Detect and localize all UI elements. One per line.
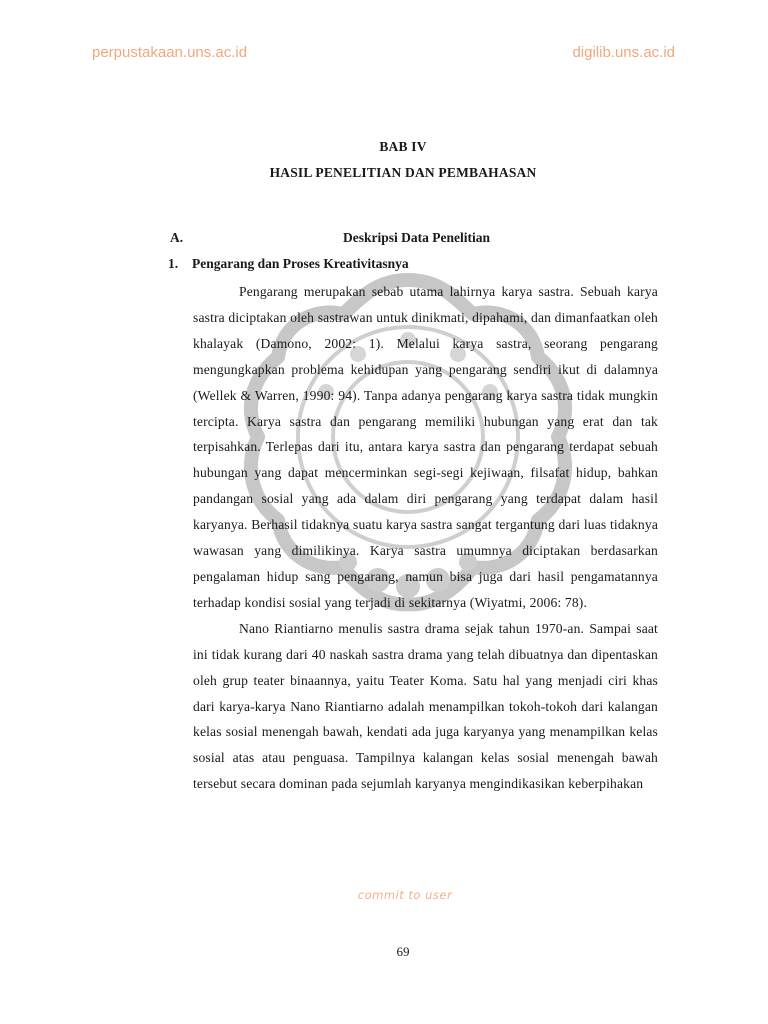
- body-text: [193, 279, 658, 797]
- paragraph: Pengarang merupakan sebab utama lahirnya karya sastra. Sebuah karya sastra diciptakan oleh sastrawan untuk dinikmati, dipahami, dan dimanfaatkan oleh khalayak (Damono, 2002: 1). Melalui karya sastra, seorang pengarang mengungkapkan problema kehidupan yang pengarang sendiri ikut di dalamnya (Wellek & Warren, 1990: 94). Tanpa adanya pengarang karya sastra tidak mungkin tercipta. Karya sastra dan pengarang memiliki hubungan yang erat dan tak terpisahkan. Terlepas dari itu, antara karya sastra dan pengarang terdapat sebuah hubungan yang dapat mencerminkan segi-segi kejiwaan, filsafat hidup, bahkan pandangan sosial yang ada dalam diri pengarang yang terdapat dalam hasil karyanya. Berhasil tidaknya suatu karya sastra sangat tergantung dari luas tidaknya wawasan yang dimilikinya. Karya sastra umumnya diciptakan berdasarkan pengalaman hidup sang pengarang, namun bisa juga dari hasil pengamatannya terhadap kondisi sosial yang terjadi di sekitarnya (Wiyatmi, 2006: 78).: [193, 284, 658, 610]
- header-right-site: digilib.uns.ac.id: [572, 44, 675, 61]
- section-a-title: Deskripsi Data Penelitian: [343, 230, 490, 245]
- section-a-marker: A.: [170, 230, 184, 245]
- subsection-heading: [168, 256, 409, 272]
- chapter-heading: BAB IV: [379, 139, 427, 154]
- page-number: 69: [396, 944, 410, 959]
- paragraph: Nano Riantiarno menulis sastra drama sejak tahun 1970-an. Sampai saat ini tidak kurang dari 40 naskah sastra drama yang telah dibuatnya dan dipentaskan oleh grup teater binaannya, yaitu Teater Koma. Satu hal yang menjadi ciri khas dari karya-karya Nano Riantiarno adalah menampilkan tokoh-tokoh dari kalangan kelas sosial menengah bawah, kendati ada juga karyanya yang menampilkan kelas sosial atas atau penguasa. Tampilnya kalangan kelas sosial menengah bawah tersebut secara dominan pada sejumlah karyanya mengindikasikan keberpihakan: [193, 620, 658, 792]
- chapter-title: HASIL PENELITIAN DAN PEMBAHASAN: [269, 165, 537, 180]
- subsection-number: 1.: [168, 256, 179, 271]
- subsection-title: Pengarang dan Proses Kreativitasnya: [192, 256, 409, 271]
- commit-to-user-footer: commit to user: [357, 888, 453, 902]
- header-left-site: perpustakaan.uns.ac.id: [92, 44, 248, 61]
